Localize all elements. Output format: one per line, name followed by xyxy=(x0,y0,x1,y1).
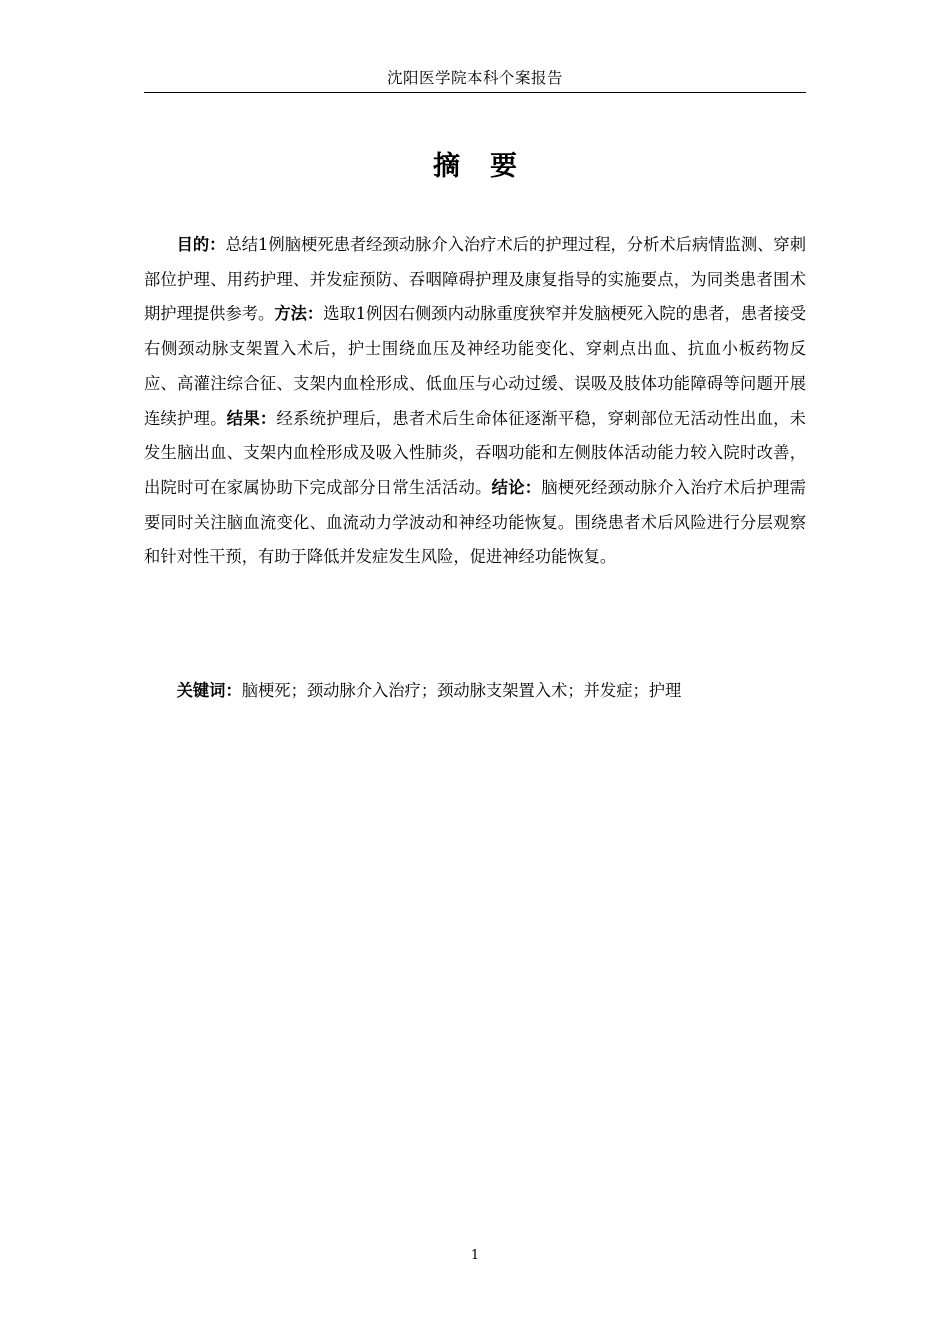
conclusion-label: 结论： xyxy=(491,477,542,497)
abstract-body xyxy=(144,228,806,575)
keywords-label: 关键词： xyxy=(176,681,242,700)
abstract-title-char-1: 摘 xyxy=(433,151,460,182)
results-label: 结果： xyxy=(226,408,277,428)
conclusion-text: 脑梗死经颈动脉介入治疗术后护理需要同时关注脑血流变化、血流动力学波动和神经功能恢复。围绕患者术后风险进行分层观察和针对性干预，有助于降低并发症发生风险，促进神经功能恢复。 xyxy=(144,477,806,567)
methods-text: 选取1例因右侧颈内动脉重度狭窄并发脑梗死入院的患者，患者接受右侧颈动脉支架置入术后，护士围绕血压及神经功能变化、穿刺点出血、抗血小板药物反应、高灌注综合征、支架内血栓形成、低血压与心动过缓、误吸及肢体功能障碍等问题开展连续护理。 xyxy=(144,304,806,428)
abstract-title-char-2: 要 xyxy=(490,151,517,182)
results-text: 经系统护理后，患者术后生命体征逐渐平稳，穿刺部位无活动性出血，未发生脑出血、支架内血栓形成及吸入性肺炎，吞咽功能和左侧肢体活动能力较入院时改善，出院时可在家属协助下完成部分日常生活活动。 xyxy=(144,408,806,497)
objective-text: 总结1例脑梗死患者经颈动脉介入治疗术后的护理过程，分析术后病情监测、穿刺部位护理、用药护理、并发症预防、吞咽障碍护理及康复指导的实施要点，为同类患者围术期护理提供参考。 xyxy=(144,235,806,324)
objective-label: 目的： xyxy=(176,235,226,254)
keywords xyxy=(144,674,806,709)
running-header: 沈阳医学院本科个案报告 xyxy=(386,69,563,87)
methods-label: 方法： xyxy=(274,304,324,324)
header-rule xyxy=(144,92,806,93)
page-number: 1 xyxy=(470,1248,480,1263)
keywords-text: 脑梗死；颈动脉介入治疗；颈动脉支架置入术；并发症；护理 xyxy=(241,681,682,700)
abstract-title xyxy=(144,144,806,190)
